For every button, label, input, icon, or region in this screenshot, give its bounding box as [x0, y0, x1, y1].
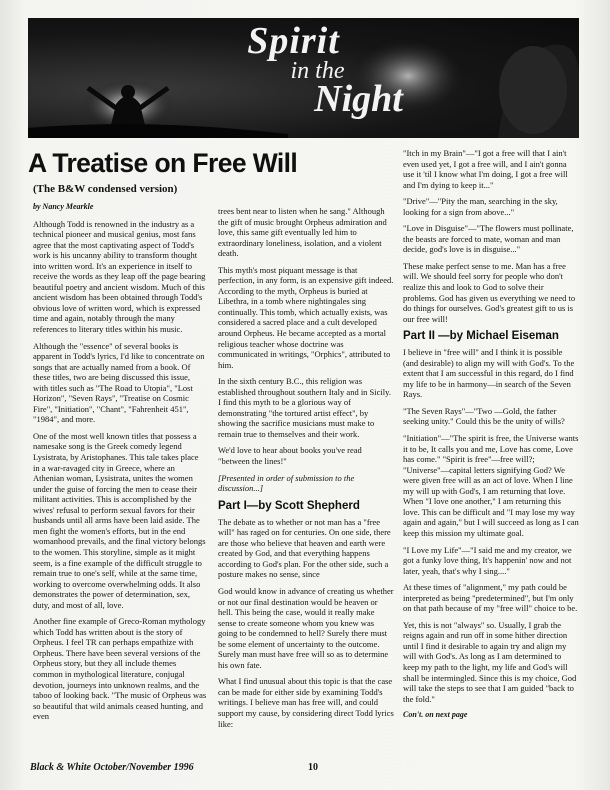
col3-paragraph: "Love in Disguise"—"The flowers must pollinate, the beasts are forced to mate, woman and man decide, god's love is in disguise..."	[403, 223, 574, 255]
part2-paragraph: "The Seven Rays"—"Two —Gold, the father seeking unity." Could this be the unity of wills?	[403, 405, 565, 427]
page-footer	[28, 762, 579, 776]
part2-paragraph: "Initiation"—"The spirit is free, the Universe wants it to be, It calls you and me, Love has come, Love has come." "Spirit is free"—free will?; "Universe"—capital letters signifying God? We were given free will as an act of love. When I line my will up with God's, I am returning that love. When "I love one another," I am returning this love. This can be difficult and "I may lose my way again and again," but I will succeed as long as I can keep this mission my ultimate goal.	[403, 433, 579, 538]
editor-note: [Presented in order of submission to the discussion...]	[218, 472, 355, 494]
col1-paragraph: Although the "essence" of several books is apparent in Todd's lyrics, I'd like to concentrate on songs that are actually named from a book. Of these titles, two are being discussed this issue, with titles such as "The Road to Utopia", "Lost Horizon", "Seven Rays", "Treatise on Cosmic Fire", "Initiation", "Chant", "Fahrenheit 451", "1984", and more.	[33, 340, 205, 425]
article-headline: A Treatise on Free Will	[28, 148, 298, 178]
col3-paragraph: "Itch in my Brain"—"I got a free will that I ain't even used yet, I got a free will, and I ain't gonna use it 'til I know what I'm doing, I got a free will and I'm dying to keep it..."	[403, 148, 568, 190]
col2-paragraph: We'd love to hear about books you've read "between the lines!"	[218, 445, 362, 467]
col3-paragraph: "Drive"—"Pity the man, searching in the sky, looking for a sign from above..."	[403, 196, 558, 217]
banner-title-line-2: in the	[290, 58, 345, 84]
column-2	[218, 206, 394, 735]
col1-paragraph: One of the most well known titles that possess a namesake song is the Greek comedy legend Lysistrata, by Aristophanes. This tale takes place in a war-ravaged city in Greece, where an Athenian woman, Lysistrata, unites the women under the guise of forcing the men to cease their militant activities. This is accomplished by the wives' refusal to perform sexual favors for their husbands until all arms have been laid aside. The men fight the women's efforts, but in the end womanhood prevails, and the final victory belongs to the women. This storyline, simple as it might seem, is a fine example of the difficult struggle to remain true to one's self, while at the same time, working to overcome overwhelming odds. It also demonstrates the power of determination, sex, duty, and most of all, love.	[33, 430, 206, 610]
section-banner	[28, 18, 579, 138]
banner-title-line-3: Night	[314, 78, 403, 120]
part2-paragraph: At these times of "alignment," my path could be interpreted as being "predetermined", but I'm only on that path because of my "free will" choice to be.	[403, 582, 578, 614]
banner-title-line-1: Spirit	[247, 20, 340, 62]
article-byline: by Nancy Mearkle	[33, 202, 94, 211]
column-1	[33, 183, 207, 728]
col1-paragraph: Another fine example of Greco-Roman mythology which Todd has written about is the story of Orpheus. I feel TR can perhaps empathize with Orpheus. There have been several versions of the Orpheus story, but they all include themes common in mythological literature, conjugal devotion, journeys into unknown realms, and the taboo of looking back. "The music of Orpheus was so beautiful that wild animals ceased hunting, and even	[33, 616, 207, 722]
part1-paragraph: The debate as to whether or not man has a "free will" has raged on for centuries. On one side, there are those who believe that heaven and earth were created by God, and that everything happens according to God's plan. For the other side, such a posture makes no sense, since	[218, 516, 391, 580]
col2-paragraph: trees bent near to listen when he sang." Although the gift of music brought Orpheus admiration and love, this same gift eventually led him to extraordinary loneliness, isolation, and a violent death.	[218, 206, 387, 259]
part2-paragraph: "I Love my Life"—"I said me and my creator, we got a funky love thing, It's happenin' now and not later, yeah, that's why I sing...."	[403, 544, 572, 576]
part1-paragraph: God would know in advance of creating us whether or not our final destination would be heaven or hell. This being the case, would it really make sense to create someone whom you knew was going to be condemned to hell? Surely there must be some element of uncertainty to the outcome. Surely man must have free will so as to determine his own fate.	[218, 585, 394, 670]
part1-paragraph: What I find unusual about this topic is that the case can be made for either side by examining Todd's writings. I believe man has free will, and could support my cause, by considering direct Todd lyrics like:	[218, 676, 394, 729]
col1-paragraph: Although Todd is renowned in the industry as a technical pioneer and musical genius, most fans agree that the most captivating aspect of Todd's work is his uncanny ability to transform thought into written word. It's an experience in itself to receive the words as they leap off the page bearing beautiful poetry and ancient wisdom. Much of this ancient wisdom has been obtained through Todd's obvious love of written word, which is expressed time and again, notably through the many references to literary titles within his music.	[33, 218, 206, 335]
continued-note: Con't. on next page	[403, 710, 468, 720]
part-2-heading: Part II —by Michael Eiseman	[403, 330, 559, 343]
col3-paragraph: These make perfect sense to me. Man has a free will. We should feel sorry for people who don't realize this and look to God to solve their problems. God has given us everything we need to do things for ourselves. God's greatest gift to us is our free will!	[403, 260, 576, 324]
banner-title	[28, 22, 579, 118]
part-1-heading: Part I—by Scott Shepherd	[218, 499, 360, 512]
article-subtitle: (The B&W condensed version)	[33, 183, 178, 195]
part2-paragraph: I believe in "free will" and I think it is possible (and desirable) to align my will with God's. To the extent that I am successful in this regard, do I find my life to be in harmony—in search of the Seven Rays.	[403, 347, 575, 400]
column-3	[403, 148, 579, 727]
col2-paragraph: In the sixth century B.C., this religion was established throughout southern Italy and in Sicily. I find this myth to be a glorious way of demonstrating "the tortured artist effect", by showing the sacrifice musicians must make to remain true to themselves and their work.	[218, 376, 391, 439]
col2-paragraph: This myth's most piquant message is that perfection, in any form, is an expensive gift indeed. According to the myth, Orpheus is buried at Libethra, in a tomb where nightingales sing continually. This tomb, which actually exists, was considered a sacred place and a cult developed around Orpheus. He became accepted as a mortal religious teacher whose doctrine was communicated in writings, "Orphics", attributed to him.	[218, 264, 394, 370]
publication-name: Black & White October/November 1996	[30, 762, 194, 773]
page-number: 10	[308, 762, 318, 773]
part2-paragraph: Yet, this is not "always" so. Usually, I grab the reigns again and run off in some hither direction until I find it desirable to again try and align my will with God's. As long as I am determined to keep my path to the light, my life and God's will shall be intermingled. Since this is my choice, God will take the steps to see that I am guided "back to the fold."	[403, 619, 577, 704]
